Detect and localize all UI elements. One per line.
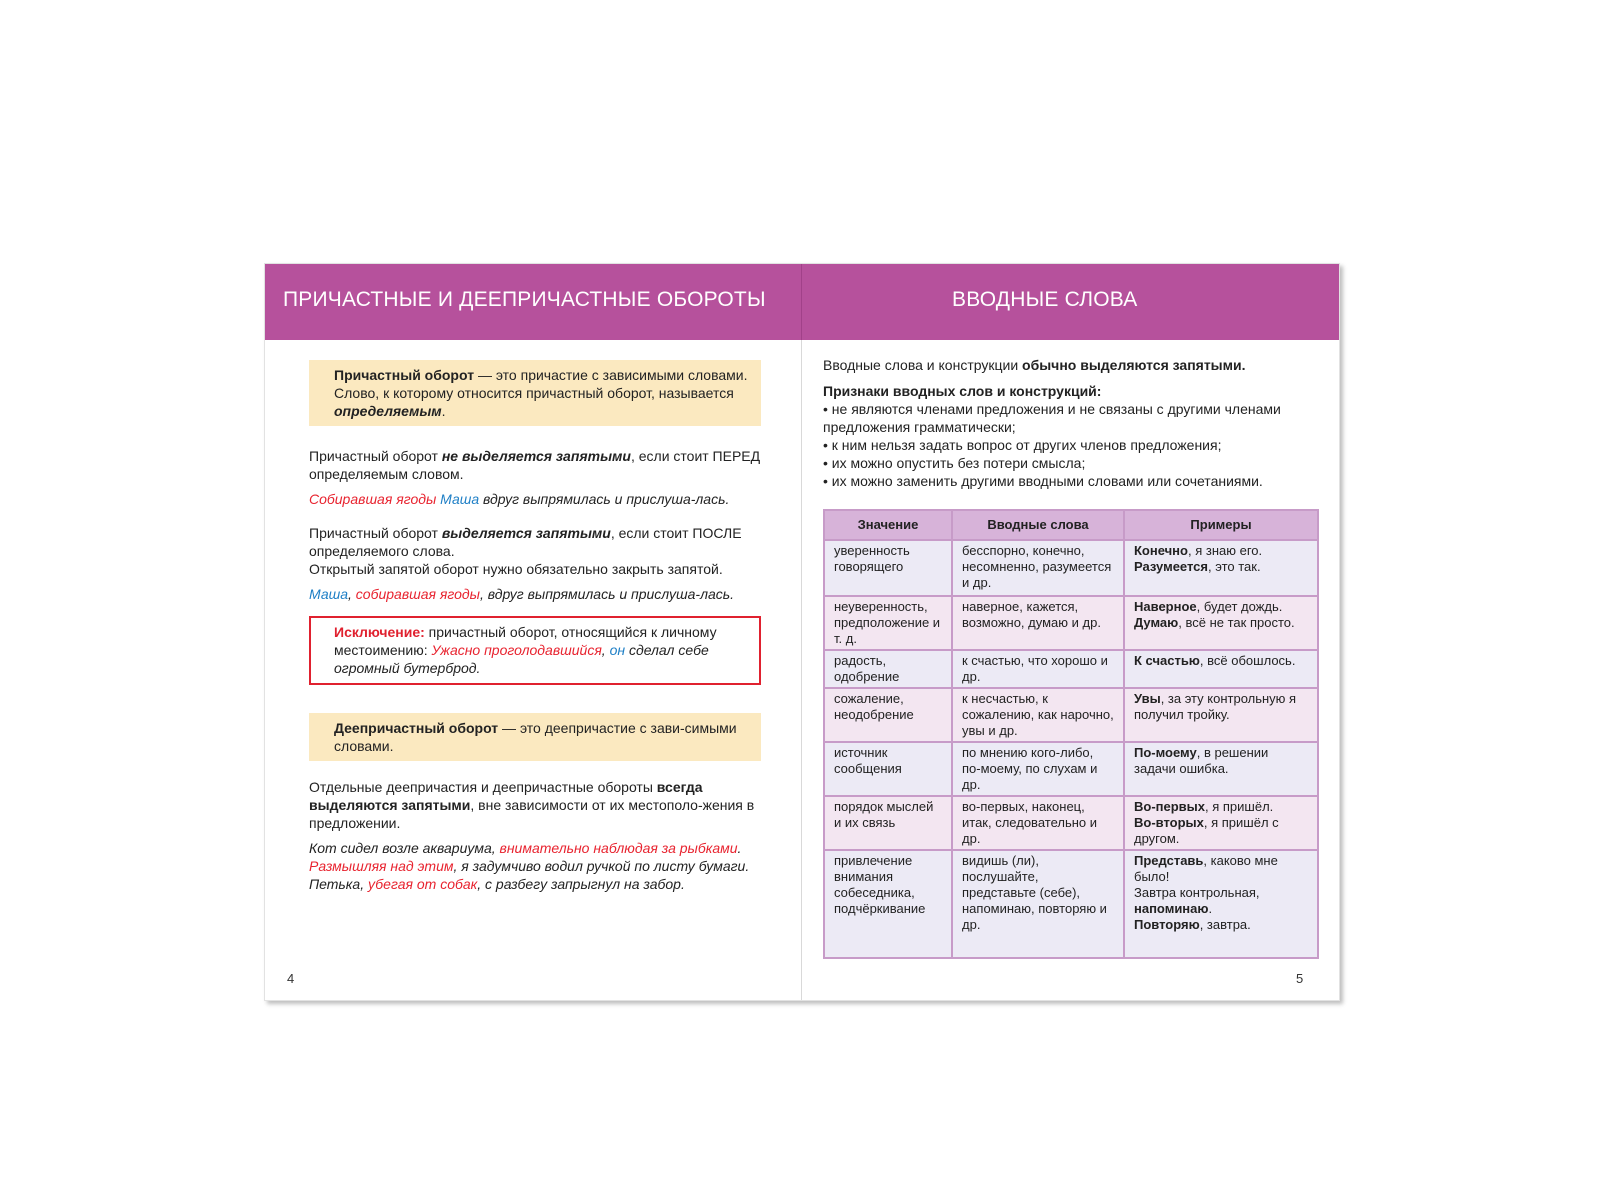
rule-gerund-commas: Отдельные деепричастия и деепричастные обороты всегда выделяются запятыми, вне зависимости от их местополо-жения в предложении. bbox=[309, 779, 755, 831]
example-text: , всё обошлось. bbox=[1199, 653, 1296, 668]
words-cell: во-первых, наконец, итак, следовательно и др. bbox=[952, 796, 1124, 850]
example-text: , я пришёл. bbox=[1205, 799, 1274, 814]
right-page-number: 5 bbox=[1296, 971, 1304, 986]
meaning-cell: радость, одобрение bbox=[824, 650, 952, 688]
example-text: , это так. bbox=[1208, 559, 1261, 574]
example-text: , каково мне было! bbox=[1134, 853, 1278, 884]
column-header: Вводные слова bbox=[952, 510, 1124, 540]
example-keyword: К счастью bbox=[1134, 653, 1200, 668]
example-text: , всё не так просто. bbox=[1178, 615, 1295, 630]
table-row bbox=[824, 540, 1318, 596]
sign-item: • к ним нельзя задать вопрос от других членов предложения; bbox=[823, 437, 1222, 453]
table-row bbox=[824, 850, 1318, 958]
table-row bbox=[824, 688, 1318, 742]
sign-item: • их можно заменить другими вводными словами или сочетаниями. bbox=[823, 473, 1263, 489]
meaning-cell: сожаление, неодобрение bbox=[824, 688, 952, 742]
rule-no-commas: Причастный оборот не выделяется запятыми, если стоит ПЕРЕД определяемым словом. bbox=[309, 448, 761, 482]
example-keyword: Во-вторых bbox=[1134, 815, 1204, 830]
example-keyword: Разумеется bbox=[1134, 559, 1209, 574]
example-cell bbox=[1124, 596, 1318, 650]
example-text: , завтра. bbox=[1199, 917, 1251, 932]
example-keyword: Увы bbox=[1134, 691, 1161, 706]
meaning-cell: порядок мыслей и их связь bbox=[824, 796, 952, 850]
table-row bbox=[824, 650, 1318, 688]
table-header-row bbox=[824, 510, 1318, 540]
words-cell: бесспорно, конечно, несомненно, разумеется и др. bbox=[952, 540, 1124, 596]
words-cell: видишь (ли), послушайте, представьте (себе), напоминаю, повторяю и др. bbox=[952, 850, 1124, 958]
example-keyword: Повторяю bbox=[1134, 917, 1200, 932]
words-cell: к несчастью, к сожалению, как нарочно, увы и др. bbox=[952, 688, 1124, 742]
book-spread bbox=[264, 263, 1340, 1001]
examples-3: Кот сидел возле аквариума, внимательно наблюдая за рыбками. Размышляя над этим, я задумчиво водил ручкой по листу бумаги. Петька, убегая от собак, с разбегу запрыгнул на забор. bbox=[309, 840, 750, 892]
meaning-cell: источник сообщения bbox=[824, 742, 952, 796]
words-cell: по мнению кого-либо, по-моему, по слухам и др. bbox=[952, 742, 1124, 796]
example-cell bbox=[1124, 850, 1318, 958]
example-cell bbox=[1124, 688, 1318, 742]
signs-title: Признаки вводных слов и конструкций: bbox=[823, 383, 1102, 399]
example-text: , будет дождь. bbox=[1196, 599, 1283, 614]
example-text: , в решении задачи ошибка. bbox=[1134, 745, 1269, 776]
example-keyword: напоминаю bbox=[1134, 901, 1209, 916]
header-fold bbox=[801, 264, 802, 340]
left-page-number: 4 bbox=[287, 971, 295, 986]
example-keyword: По-моему bbox=[1134, 745, 1197, 760]
gerund-definition-box: Деепричастный оборот — это деепричастие с зави-симыми словами. bbox=[309, 713, 761, 761]
example-keyword: Конечно bbox=[1134, 543, 1188, 558]
example-keyword: Думаю bbox=[1134, 615, 1179, 630]
meaning-cell: уверенность говорящего bbox=[824, 540, 952, 596]
example-text: , я пришёл с другом. bbox=[1134, 815, 1279, 846]
example-cell bbox=[1124, 796, 1318, 850]
table-row bbox=[824, 596, 1318, 650]
right-page-content bbox=[823, 356, 1323, 490]
sign-item: • не являются членами предложения и не связаны с другими членами предложения грамматически; bbox=[823, 401, 1281, 435]
sign-item: • их можно опустить без потери смысла; bbox=[823, 455, 1086, 471]
intro-text: Вводные слова и конструкции обычно выделяются запятыми. bbox=[823, 357, 1246, 373]
exception-box: Исключение: причастный оборот, относящийся к личному местоимению: Ужасно проголодавшийся, он сделал себе огромный бутерброд. bbox=[309, 616, 761, 685]
participle-definition-box: Причастный оборот — это причастие с зависимыми словами. Слово, к которому относится причастный оборот, называется определяемым. bbox=[309, 360, 761, 426]
example-2: Маша, собиравшая ягоды, вдруг выпрямилась и прислуша-лась. bbox=[309, 586, 735, 602]
example-keyword: Представь bbox=[1134, 853, 1204, 868]
meaning-cell: неуверенность, предположение и т. д. bbox=[824, 596, 952, 650]
words-cell: наверное, кажется, возможно, думаю и др. bbox=[952, 596, 1124, 650]
example-text: Завтра контрольная, bbox=[1134, 885, 1260, 900]
example-keyword: Наверное bbox=[1134, 599, 1197, 614]
example-text: , за эту контрольную я получил тройку. bbox=[1134, 691, 1297, 722]
rule-with-commas: Причастный оборот выделяется запятыми, если стоит ПОСЛЕ определяемого слова. Открытый запятой оборот нужно обязательно закрыть запятой. bbox=[309, 525, 742, 577]
example-keyword: Во-первых bbox=[1134, 799, 1206, 814]
left-page-title: ПРИЧАСТНЫЕ И ДЕЕПРИЧАСТНЫЕ ОБОРОТЫ bbox=[283, 288, 766, 311]
example-cell bbox=[1124, 650, 1318, 688]
table-row bbox=[824, 742, 1318, 796]
left-page-content bbox=[309, 360, 761, 893]
page-header bbox=[265, 264, 1339, 340]
words-cell: к счастью, что хорошо и др. bbox=[952, 650, 1124, 688]
example-cell bbox=[1124, 742, 1318, 796]
table-row bbox=[824, 796, 1318, 850]
column-header: Примеры bbox=[1124, 510, 1318, 540]
page-fold bbox=[801, 264, 802, 1000]
example-text: . bbox=[1208, 901, 1213, 916]
meaning-cell: привлечение внимания собеседника, подчёркивание bbox=[824, 850, 952, 958]
example-text: , я знаю его. bbox=[1187, 543, 1263, 558]
column-header: Значение bbox=[824, 510, 952, 540]
introductory-words-table bbox=[823, 509, 1319, 959]
example-cell bbox=[1124, 540, 1318, 596]
right-page-title: ВВОДНЫЕ СЛОВА bbox=[952, 288, 1138, 311]
example-1: Собиравшая ягоды Маша вдруг выпрямилась и прислуша-лась. bbox=[309, 491, 730, 507]
